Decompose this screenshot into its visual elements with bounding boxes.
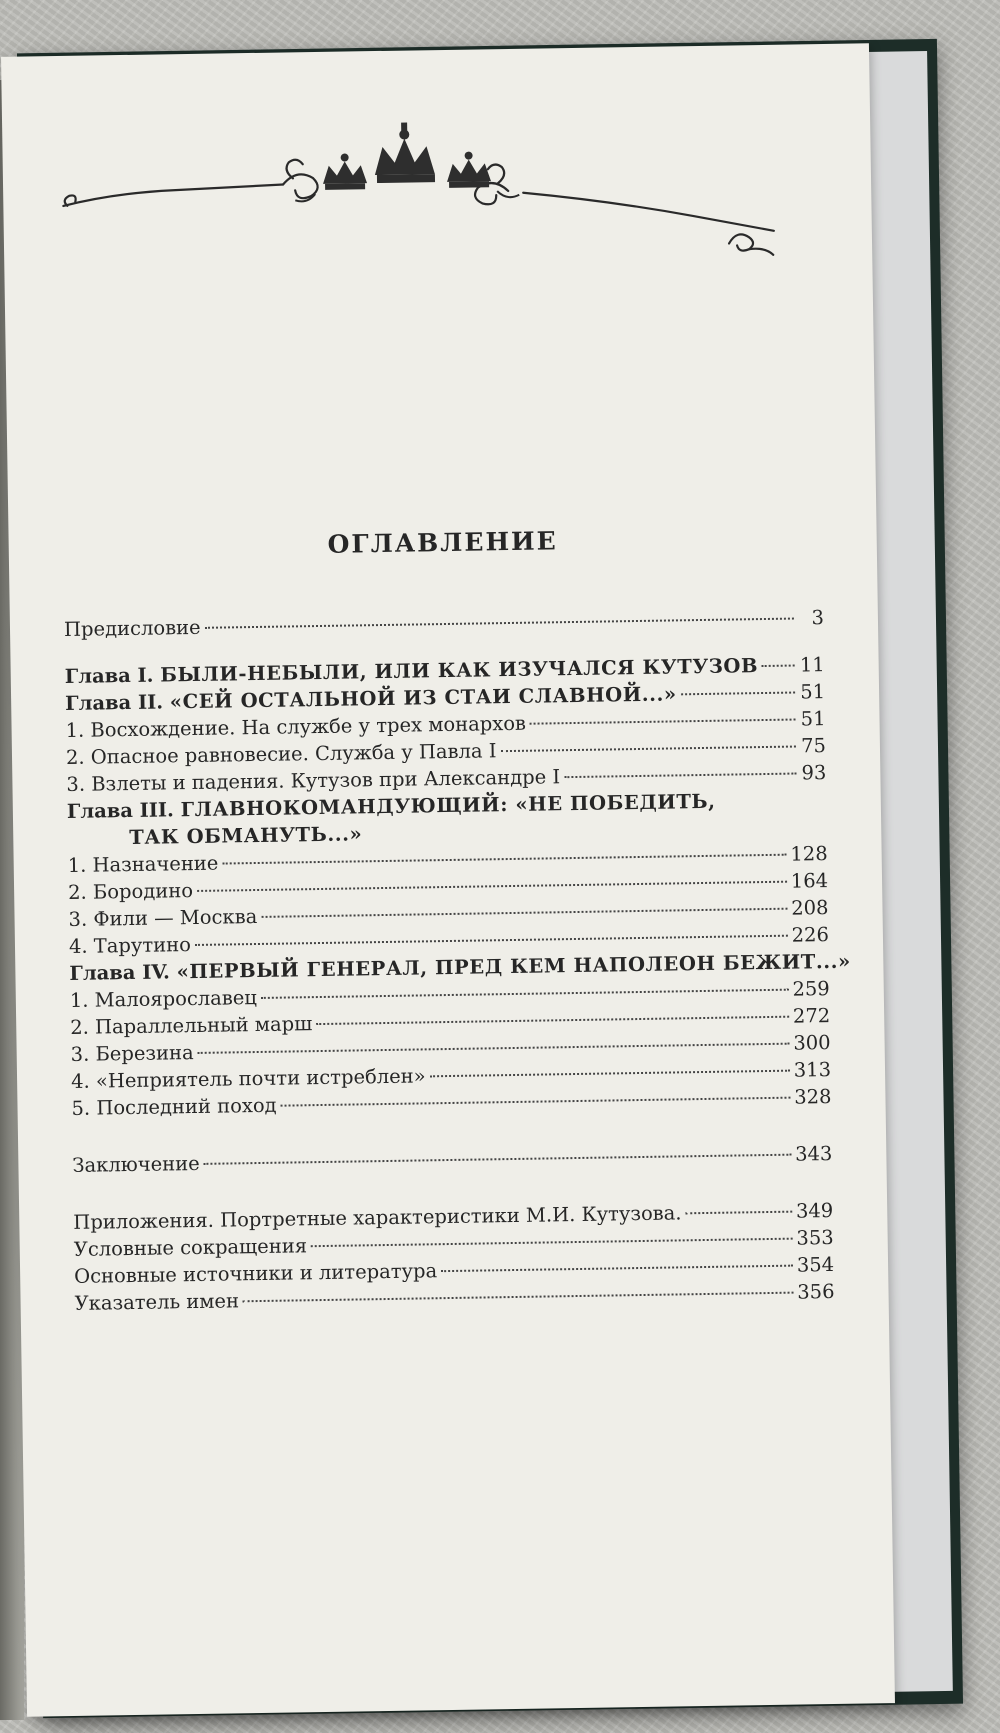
toc-entry-label: 2. Параллельный марш: [70, 1012, 313, 1039]
toc-entry-page: 354: [796, 1252, 835, 1277]
toc-entry-label: Условные сокращения: [73, 1234, 308, 1261]
toc-entry-label: 4. Тарутино: [68, 933, 192, 958]
toc-entry-page: 349: [795, 1198, 834, 1223]
toc-entry-page: 3: [811, 606, 825, 630]
toc-entry-label: 2. Опасное равновесие. Служба у Павла I: [65, 739, 497, 769]
toc-entry-page: 51: [800, 680, 826, 704]
leader-dots: [281, 1097, 791, 1107]
table-of-contents: [63, 604, 852, 1317]
chapter-title-continued: ТАК ОБМАНУТЬ...»: [129, 822, 363, 849]
toc-entry-page: 313: [793, 1058, 832, 1082]
chapter-title: ГЛАВНОКОМАНДУЮЩИЙ: «НЕ ПОБЕДИТЬ,: [180, 789, 716, 822]
toc-entry-page: 353: [796, 1225, 834, 1250]
toc-entry-label: 4. «Неприятель почти истреблен»: [70, 1064, 426, 1093]
leader-dots: [681, 692, 795, 696]
leader-dots: [500, 746, 795, 753]
toc-title: ОГЛАВЛЕНИЕ: [327, 526, 558, 559]
toc-entry-label: Приложения. Портретные характеристики М.И. Кутузова.: [73, 1201, 682, 1234]
toc-entry-label: Основные источники и литература: [73, 1259, 438, 1288]
leader-dots: [441, 1265, 793, 1273]
book-page: [1, 43, 895, 1716]
toc-entry-label: Указатель имен: [74, 1289, 240, 1315]
crown-ornament-icon: [52, 102, 815, 304]
leader-dots: [204, 1154, 791, 1165]
toc-entry-page: 259: [792, 977, 830, 1001]
toc-entry-page: 51: [800, 707, 826, 731]
leader-dots: [686, 1211, 793, 1215]
toc-entry-page: 343: [794, 1141, 833, 1166]
toc-entry-page: 11: [799, 653, 825, 677]
leader-dots: [195, 935, 788, 946]
leader-dots: [762, 665, 795, 668]
toc-entry-label: 1. Назначение: [67, 851, 219, 877]
toc-entry-page: 300: [793, 1031, 831, 1055]
toc-entry-label: 3. Взлеты и падения. Кутузов при Александре I: [66, 765, 561, 796]
leader-dots: [311, 1238, 792, 1248]
toc-entry-label: 1. Малоярославец: [69, 986, 258, 1012]
toc-entry-page: 164: [790, 869, 829, 893]
toc-entry-page: 272: [792, 1004, 831, 1028]
toc-entry-page: 208: [791, 896, 829, 920]
toc-entry-label: 5. Последний поход: [71, 1093, 277, 1120]
leader-dots: [530, 719, 796, 725]
leader-dots: [261, 908, 787, 918]
toc-entry-label: 2. Бородино: [67, 879, 194, 904]
leader-dots: [316, 1016, 789, 1025]
toc-entry-page: 75: [800, 734, 827, 758]
toc-entry-label: 3. Фили — Москва: [68, 905, 258, 931]
toc-entry-label: Заключение: [72, 1151, 200, 1177]
chapter-prefix: Глава II.: [64, 690, 164, 715]
toc-entry-page: 226: [791, 923, 830, 947]
chapter-prefix: Глава I.: [64, 663, 154, 688]
toc-entry-label: 1. Восхождение. На службе у трех монархов: [65, 711, 527, 742]
chapter-title: «СЕЙ ОСТАЛЬНОЙ ИЗ СТАИ СЛАВНОЙ...»: [169, 682, 677, 714]
leader-dots: [564, 773, 796, 779]
toc-entry-page: 128: [790, 842, 828, 866]
toc-entry-page: 356: [797, 1279, 835, 1304]
leader-dots: [205, 618, 794, 629]
leader-dots: [197, 881, 787, 892]
toc-entry-label: 3. Березина: [70, 1041, 194, 1066]
toc-entry-page: 328: [794, 1085, 832, 1109]
leader-dots: [430, 1070, 790, 1078]
leader-dots: [222, 854, 786, 865]
chapter-prefix: Глава IV.: [69, 960, 171, 985]
chapter-prefix: Глава III.: [66, 798, 175, 823]
chapter-title: «ПЕРВЫЙ ГЕНЕРАЛ, ПРЕД КЕМ НАПОЛЕОН БЕЖИТ...»: [176, 949, 852, 984]
leader-dots: [198, 1043, 790, 1054]
toc-entry-page: 93: [801, 761, 827, 785]
chapter-title: БЫЛИ-НЕБЫЛИ, ИЛИ КАК ИЗУЧАЛСЯ КУТУЗОВ: [160, 654, 759, 687]
toc-entry-label: Предисловие: [63, 615, 201, 641]
leader-dots: [243, 1292, 793, 1303]
leader-dots: [261, 989, 789, 999]
